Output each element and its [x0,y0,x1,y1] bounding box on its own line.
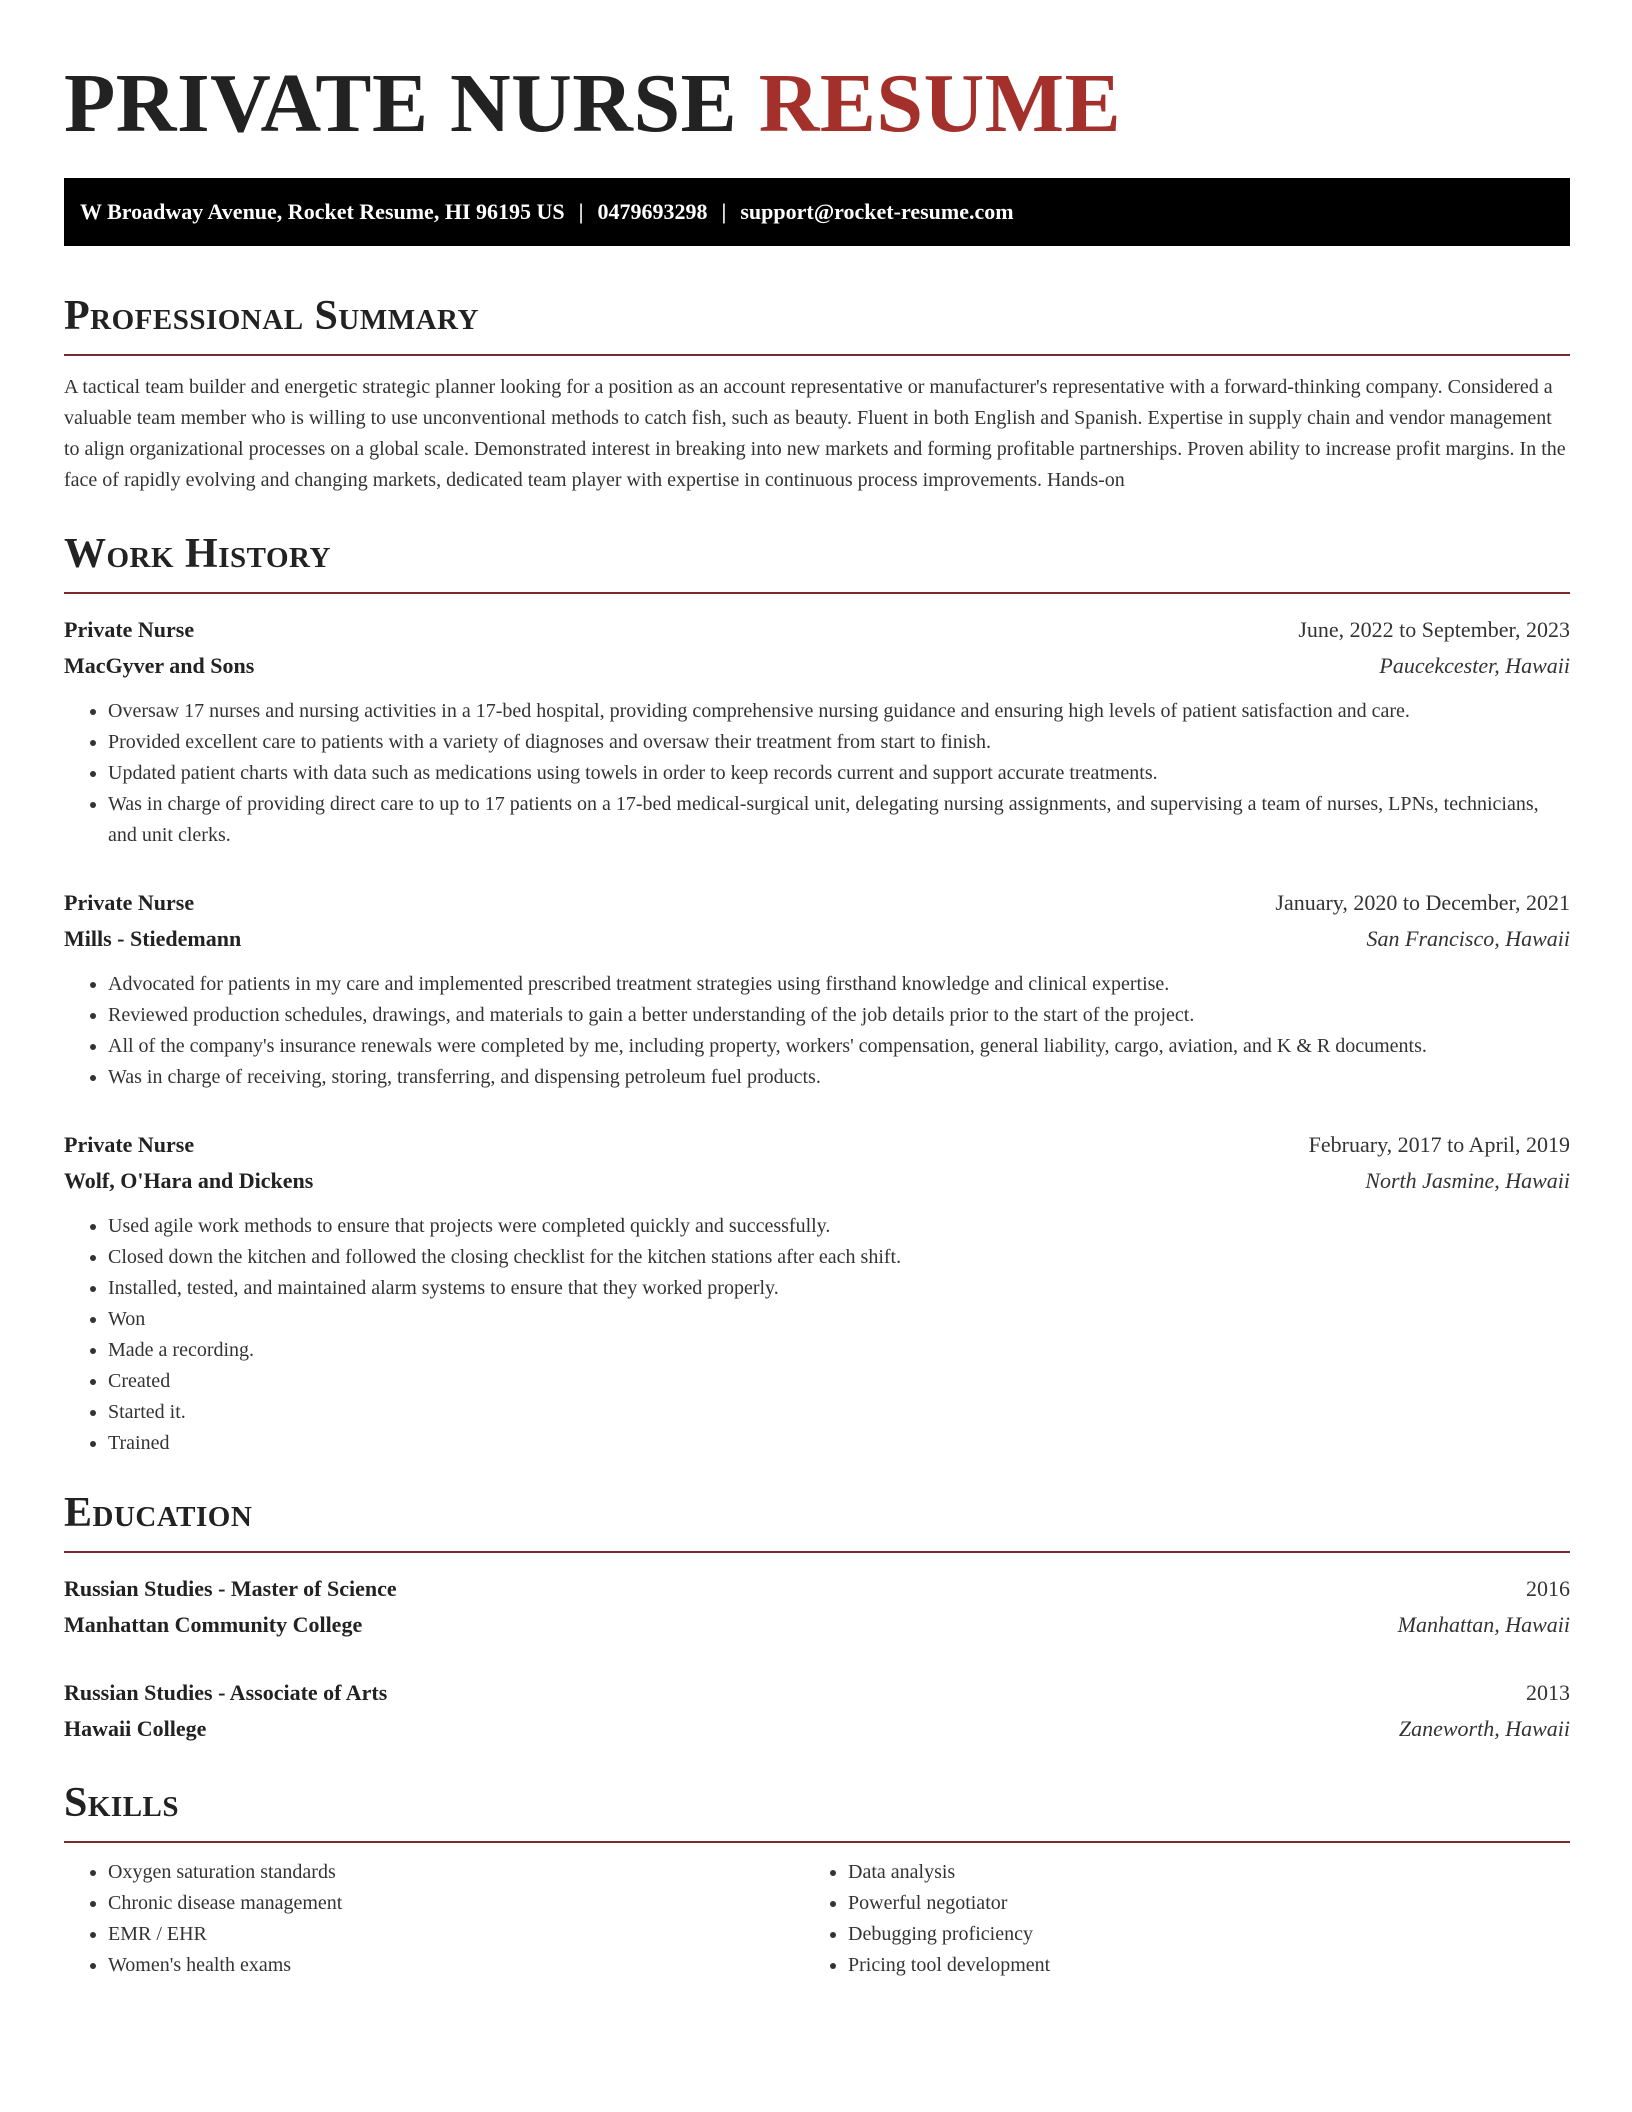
education-degree: Russian Studies - Associate of Arts [64,1680,388,1705]
job-bullet: • Made a recording. [108,1335,1570,1366]
job-company-row [64,921,1570,957]
education-heading: Education [64,1489,1570,1553]
contact-separator: | [578,199,584,224]
education-entry [64,1571,1570,1643]
job-entry [64,885,1570,1093]
skill-item: • Pricing tool development [848,1950,1544,1981]
title-main: PRIVATE NURSE [64,57,738,150]
education-school-row [64,1711,1570,1747]
job-location: Paucekcester, Hawaii [1379,653,1570,678]
contact-separator: | [721,199,727,224]
education-entry [64,1675,1570,1747]
job-bullet: • Started it. [108,1397,1570,1428]
job-bullets [64,1211,1570,1459]
job-bullet: • Created [108,1366,1570,1397]
summary-text: A tactical team builder and energetic strategic planner looking for a position as an account representative or manufacturer's representative with a forward-thinking company. Considered a valuable team member who is willing to use unconventional methods to catch fish, such as beauty. Fluent in both English and Spanish. Expertise in supply chain and vendor management to align organizational processes on a global scale. Demonstrated interest in breaking into new markets and forming profitable partnerships. Proven ability to increase profit margins. In the face of rapidly evolving and changing markets, dedicated team player with expertise in continuous process improvements. Hands-on [64,376,1566,491]
education-year: 2013 [1526,1680,1570,1705]
summary-section [64,292,1570,496]
job-bullet: • Was in charge of providing direct care to up to 17 patients on a 17-bed medical-surgical unit, delegating nursing assignments, and supervising a team of nurses, LPNs, technicians, and unit clerks. [108,789,1570,851]
job-title: Private Nurse [64,890,195,915]
job-dates: January, 2020 to December, 2021 [1275,890,1570,915]
job-location: North Jasmine, Hawaii [1365,1168,1570,1193]
job-bullet: • Provided excellent care to patients with a variety of diagnoses and oversaw their treatment from start to finish. [108,727,1570,758]
contact-address: W Broadway Avenue, Rocket Resume, HI 96195 US [80,199,565,224]
job-bullet: • Installed, tested, and maintained alarm systems to ensure that they worked properly. [108,1273,1570,1304]
job-bullet: • Closed down the kitchen and followed the closing checklist for the kitchen stations after each shift. [108,1242,1570,1273]
job-bullet: • Advocated for patients in my care and implemented prescribed treatment strategies using firsthand knowledge and clinical expertise. [108,969,1570,1000]
education-location: Zaneworth, Hawaii [1398,1716,1570,1741]
education-school: Hawaii College [64,1716,207,1741]
education-degree-row [64,1675,1570,1711]
job-bullet: • All of the company's insurance renewals were completed by me, including property, workers' compensation, general liability, cargo, aviation, and K & R documents. [108,1031,1570,1062]
job-company: Mills - Stiedemann [64,926,242,951]
contact-bar [64,178,1570,246]
job-company: MacGyver and Sons [64,653,255,678]
skill-item: • Chronic disease management [108,1888,804,1919]
page-title [64,58,1570,150]
education-school-row [64,1607,1570,1643]
job-title: Private Nurse [64,617,195,642]
skills-columns [64,1857,1570,1981]
job-bullet: • Trained [108,1428,1570,1459]
job-bullet: • Oversaw 17 nurses and nursing activities in a 17-bed hospital, providing comprehensive nursing guidance and ensuring high levels of patient satisfaction and care. [108,696,1570,727]
job-entry [64,612,1570,851]
skill-item: • Women's health exams [108,1950,804,1981]
job-bullets [64,696,1570,851]
job-company-row [64,648,1570,684]
job-location: San Francisco, Hawaii [1366,926,1570,951]
work-history-heading: Work History [64,530,1570,594]
job-dates: June, 2022 to September, 2023 [1298,617,1570,642]
job-entry [64,1127,1570,1459]
job-bullet: • Used agile work methods to ensure that projects were completed quickly and successfully. [108,1211,1570,1242]
contact-phone: 0479693298 [597,199,708,224]
job-company-row [64,1163,1570,1199]
job-title-row [64,1127,1570,1163]
job-title-row [64,612,1570,648]
resume-page [64,0,1570,1981]
skill-item: • EMR / EHR [108,1919,804,1950]
contact-email: support@rocket-resume.com [740,199,1014,224]
education-degree-row [64,1571,1570,1607]
skills-list-left [64,1857,804,1981]
skill-item: • Data analysis [848,1857,1544,1888]
education-degree: Russian Studies - Master of Science [64,1576,397,1601]
skills-heading: Skills [64,1779,1570,1843]
education-year: 2016 [1526,1576,1570,1601]
skill-item: • Debugging proficiency [848,1919,1544,1950]
summary-heading: Professional Summary [64,292,1570,356]
work-history-section [64,530,1570,1459]
job-dates: February, 2017 to April, 2019 [1308,1132,1570,1157]
skill-item: • Powerful negotiator [848,1888,1544,1919]
job-bullets [64,969,1570,1093]
skills-section [64,1779,1570,1981]
education-school: Manhattan Community College [64,1612,363,1637]
job-title: Private Nurse [64,1132,195,1157]
job-company: Wolf, O'Hara and Dickens [64,1168,314,1193]
job-bullet: • Won [108,1304,1570,1335]
title-accent: RESUME [758,57,1122,150]
skills-list-right [804,1857,1544,1981]
education-location: Manhattan, Hawaii [1397,1612,1570,1637]
job-title-row [64,885,1570,921]
job-bullet: • Reviewed production schedules, drawings, and materials to gain a better understanding of the job details prior to the start of the project. [108,1000,1570,1031]
education-section [64,1489,1570,1747]
skill-item: • Oxygen saturation standards [108,1857,804,1888]
job-bullet: • Was in charge of receiving, storing, transferring, and dispensing petroleum fuel products. [108,1062,1570,1093]
job-bullet: • Updated patient charts with data such as medications using towels in order to keep records current and support accurate treatments. [108,758,1570,789]
